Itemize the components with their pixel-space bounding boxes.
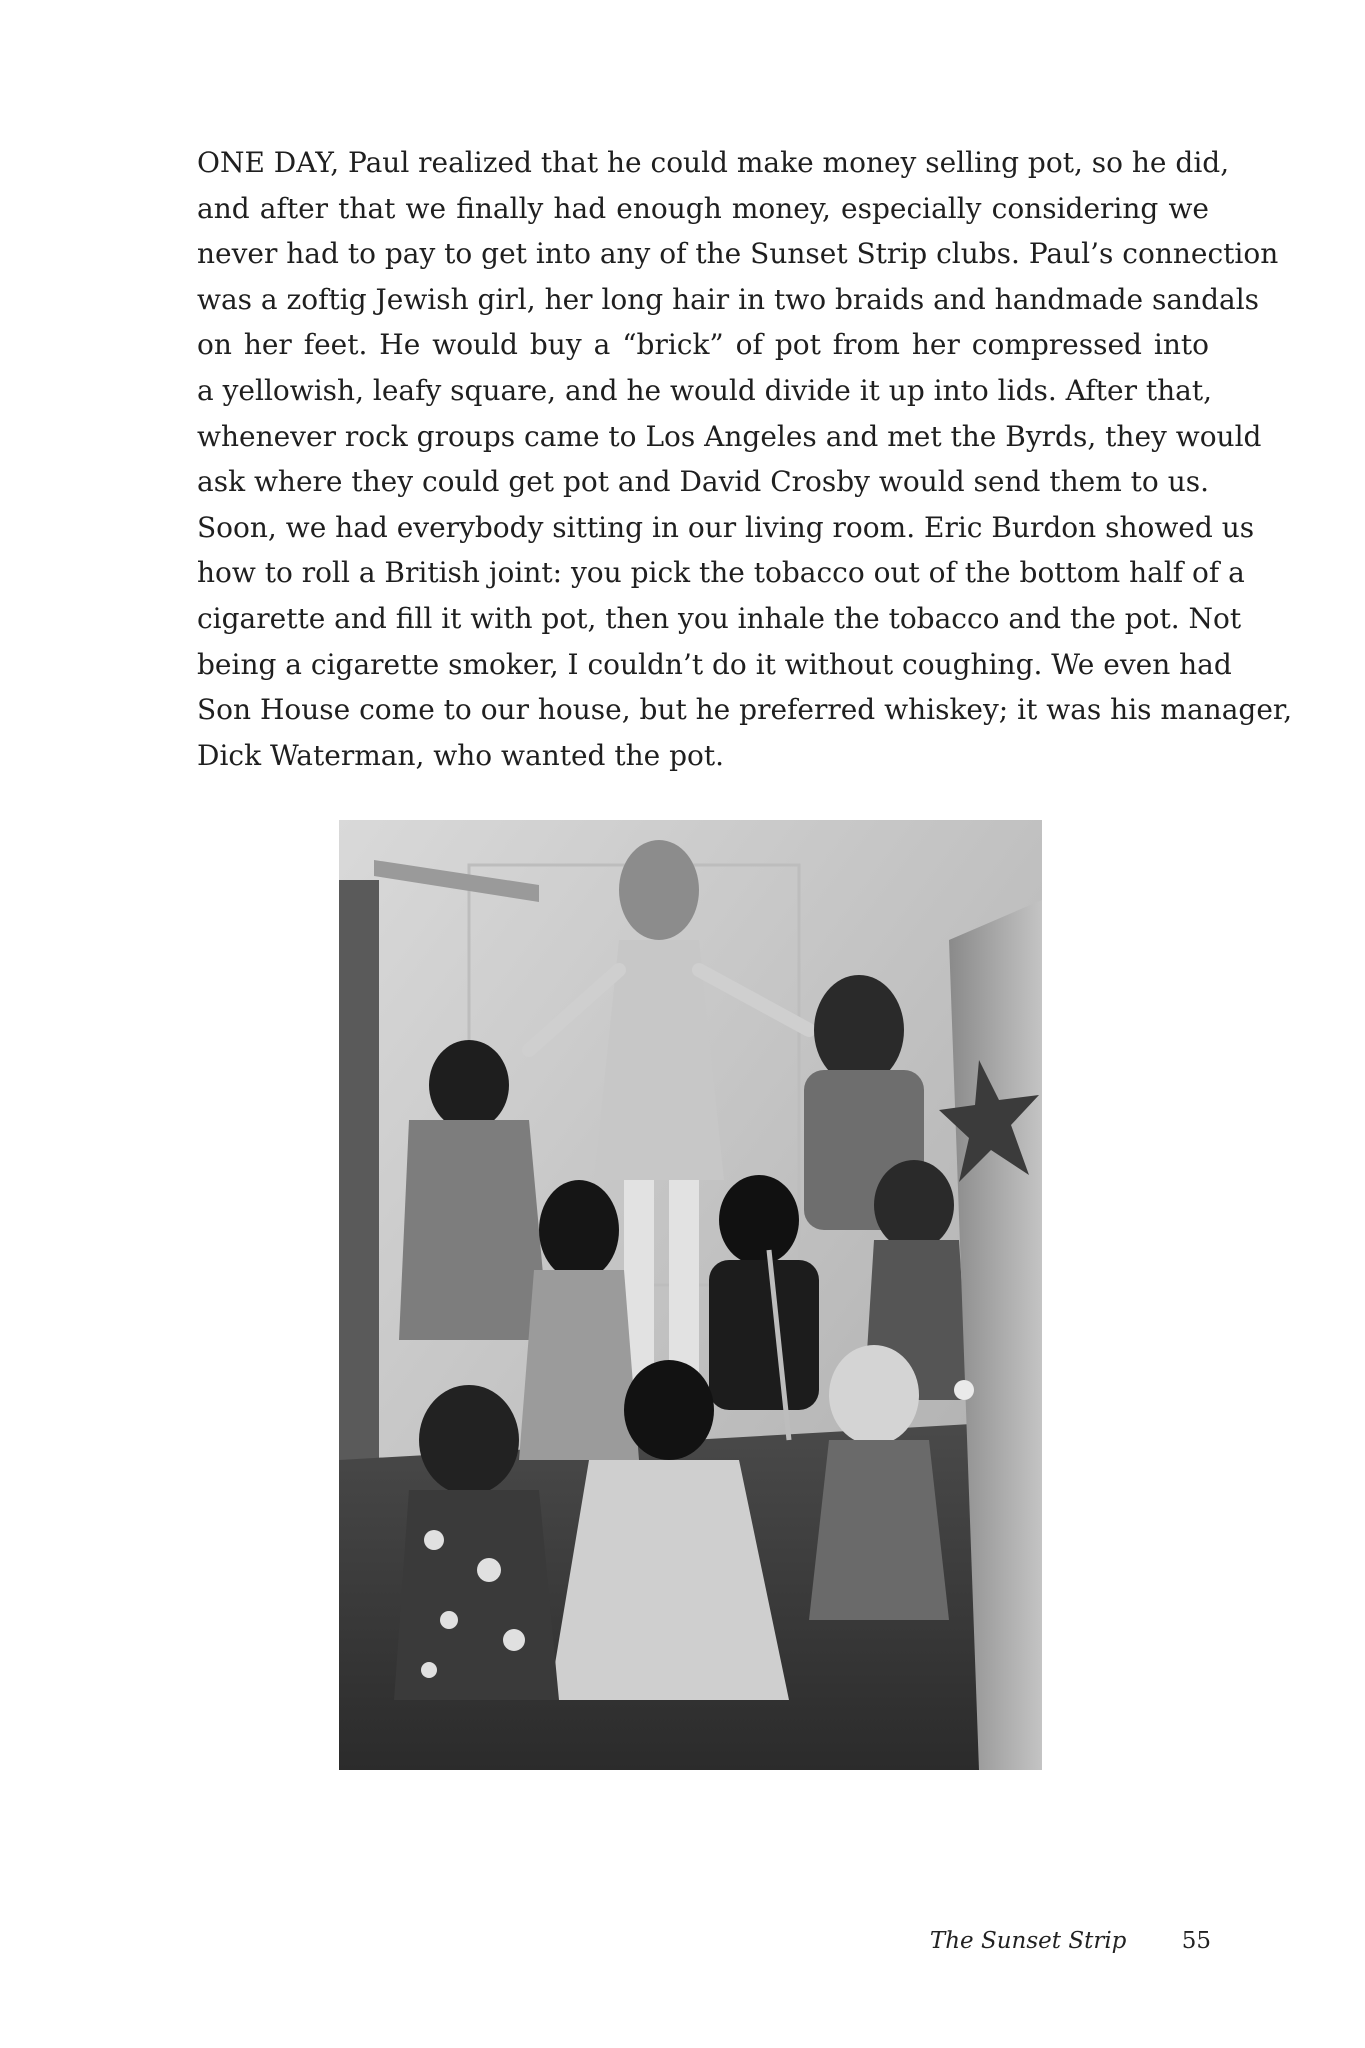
paragraph-line: Soon, we had everybody sitting in our living room. Eric Burdon showed us (197, 510, 1255, 544)
pipe-figure-jacket (709, 1260, 819, 1410)
paragraph-line: Son House come to our house, but he preferred whiskey; it was his manager, (197, 693, 1293, 727)
page-footer (930, 1928, 1211, 1954)
standing-figure-hair (619, 840, 699, 940)
center-figure-dress (519, 1270, 639, 1460)
seated-woman-left-hair (429, 1040, 509, 1130)
paragraph-line: being a cigarette smoker, I couldn’t do it without coughing. We even had (197, 647, 1232, 681)
paragraph-line: on her feet. He would buy a “brick” of pot from her compressed into (197, 328, 1209, 362)
front-left-woman-hair (419, 1385, 519, 1495)
blonde-woman-dress (809, 1440, 949, 1620)
paragraph-line: never had to pay to get into any of the Sunset Strip clubs. Paul’s connection (197, 237, 1279, 271)
man-hair (814, 975, 904, 1085)
front-left-woman-dress (394, 1490, 559, 1700)
paragraph-line: was a zoftig Jewish girl, her long hair in two braids and handmade sandals (197, 282, 1260, 316)
page-number: 55 (1181, 1928, 1211, 1954)
door-knob (954, 1380, 974, 1400)
paragraph-line: Dick Waterman, who wanted the pot. (197, 738, 725, 772)
front-woman-hair (624, 1360, 714, 1460)
body-paragraph (197, 140, 1293, 778)
right-woman-hair (874, 1160, 954, 1250)
pipe-figure-hair (719, 1175, 799, 1265)
paragraph-line: how to roll a British joint: you pick the tobacco out of the bottom half of a (197, 556, 1245, 590)
running-title: The Sunset Strip (929, 1928, 1127, 1954)
paragraph-line: and after that we finally had enough money, especially considering we (197, 191, 1209, 225)
photo-illustration (339, 820, 1042, 1770)
group-photograph (339, 820, 1042, 1770)
paragraph-line: ONE DAY, Paul realized that he could make money selling pot, so he did, (197, 146, 1230, 179)
paragraph-line: cigarette and fill it with pot, then you inhale the tobacco and the pot. Not (197, 601, 1242, 635)
standing-figure-leg-right (669, 1180, 699, 1380)
paragraph-line: whenever rock groups came to Los Angeles and met the Byrds, they would (197, 419, 1262, 453)
paragraph-line: a yellowish, leafy square, and he would divide it up into lids. After that, (197, 373, 1212, 407)
blonde-woman-hair (829, 1345, 919, 1445)
center-figure-hair (539, 1180, 619, 1280)
paragraph-line: ask where they could get pot and David Crosby would send them to us. (197, 465, 1209, 499)
seated-woman-left-dress (399, 1120, 549, 1340)
